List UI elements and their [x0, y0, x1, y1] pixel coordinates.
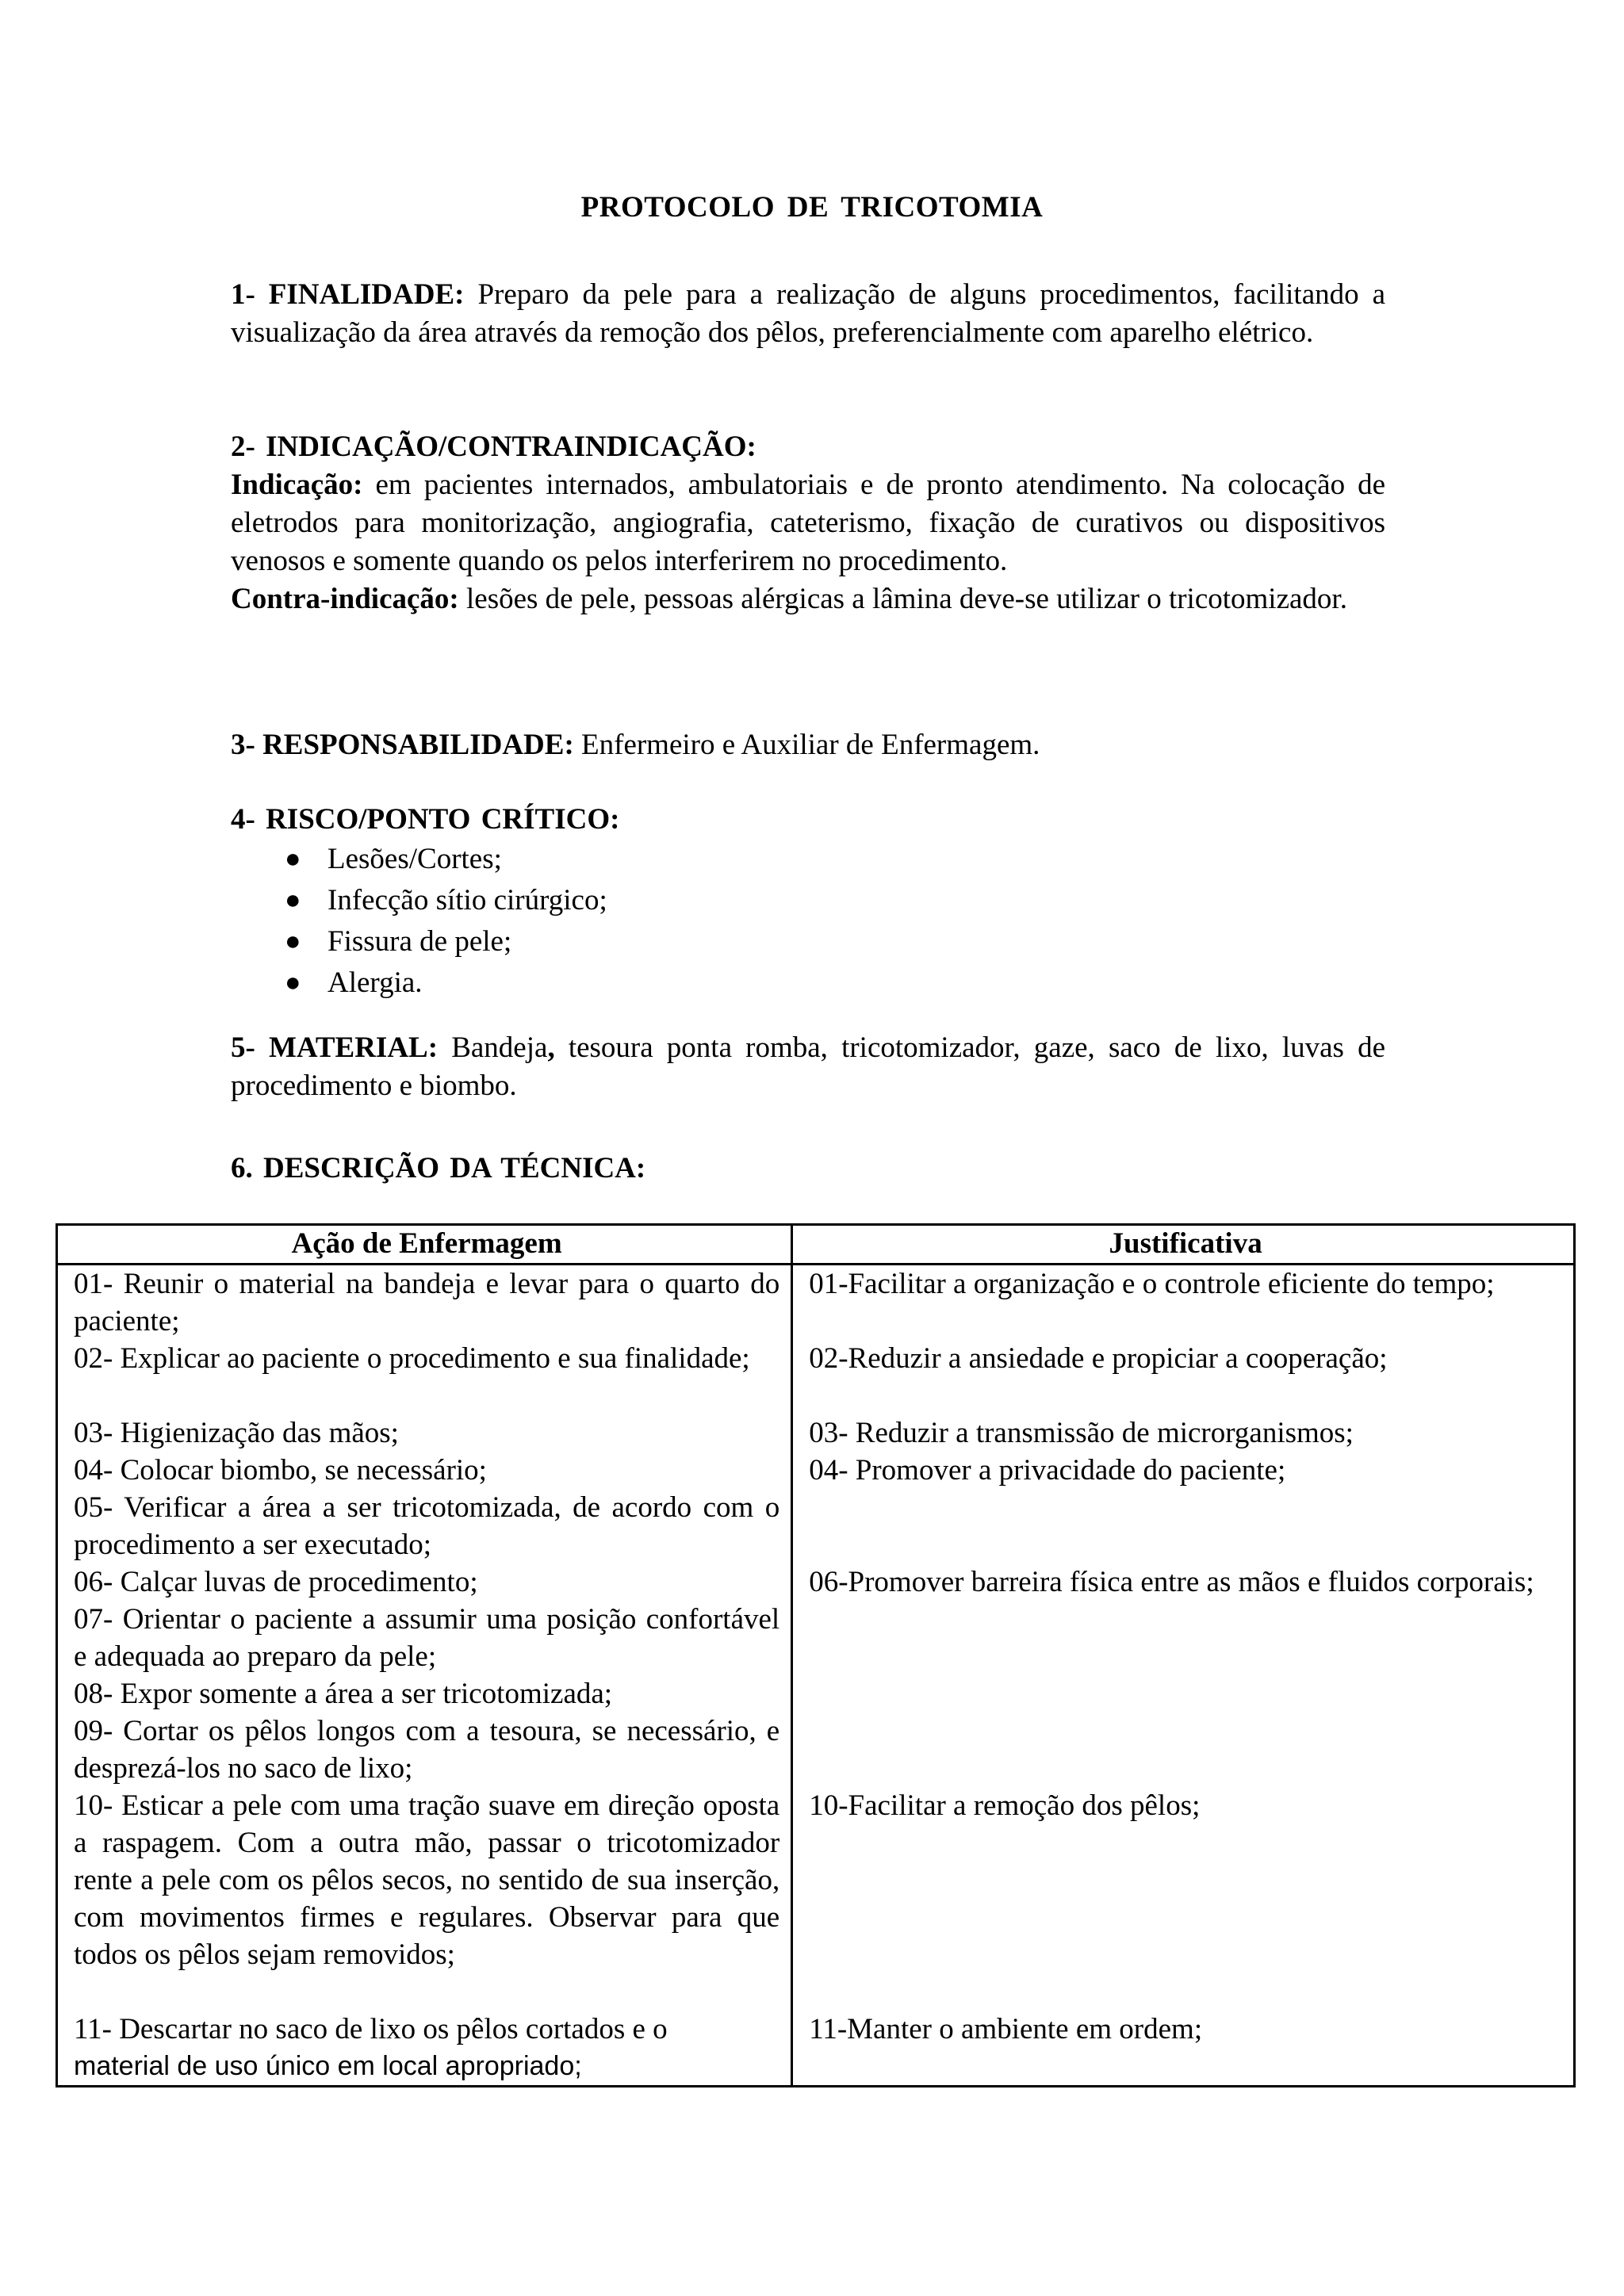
material-comma: ,	[547, 1031, 555, 1064]
section-tecnica	[231, 1150, 1385, 1188]
bullet-icon: ●	[285, 927, 301, 956]
acao-step-02: 02- Explicar ao paciente o procedimento e sua finalidade;	[74, 1342, 750, 1375]
justificativa-cell	[792, 1265, 1575, 2087]
just-step-09	[809, 1712, 1562, 1787]
list-item: ● Alergia.	[231, 962, 1385, 1004]
finalidade-text: Preparo da pele para a realização de alguns procedimentos, facilitando a visualização da área através da remoção dos pêlos, preferencialmente com aparelho elétrico.	[231, 278, 1386, 349]
table-header-row	[57, 1225, 1575, 1265]
responsabilidade-heading: 3- RESPONSABILIDADE:	[231, 729, 574, 761]
bullet-icon: ●	[285, 886, 301, 915]
material-heading: 5- MATERIAL:	[231, 1031, 439, 1064]
acao-step-10: 10- Esticar a pele com uma tração suave em direção oposta a raspagem. Com a outra mão, passar o tricotomizador rente a pele com os pêlos secos, no sentido de sua inserção, com movimentos firmes e regulares. Observar para que todos os pêlos sejam removidos;	[74, 1789, 780, 1971]
document-title: PROTOCOLO DE TRICOTOMIA	[580, 191, 1044, 224]
just-step-04: 04- Promover a privacidade do paciente;	[809, 1454, 1286, 1487]
acao-step-06: 06- Calçar luvas de procedimento;	[74, 1566, 478, 1598]
bullet-icon: ●	[285, 968, 301, 997]
just-step-06: 06-Promover barreira física entre as mãos e fluidos corporais;	[809, 1566, 1534, 1598]
section-indicacao	[231, 428, 1385, 618]
column-header-acao: Ação de Enfermagem	[57, 1225, 792, 1265]
just-step-02: 02-Reduzir a ansiedade e propiciar a cooperação;	[809, 1342, 1388, 1375]
material-text-2: tesoura ponta romba, tricotomizador, gaze, saco de lixo, luvas de procedimento e biombo.	[231, 1031, 1385, 1102]
acao-cell	[57, 1265, 792, 2087]
just-step-05	[809, 1489, 1562, 1563]
technique-table	[56, 1223, 1576, 2087]
acao-step-11-line1: 11- Descartar no saco de lixo os pêlos cortados e o	[74, 2013, 668, 2045]
acao-step-07: 07- Orientar o paciente a assumir uma posição confortável e adequada ao preparo da pele;	[74, 1603, 780, 1673]
just-step-08	[809, 1675, 1562, 1712]
acao-step-04: 04- Colocar biombo, se necessário;	[74, 1454, 487, 1487]
just-step-03: 03- Reduzir a transmissão de microrganismos;	[809, 1417, 1354, 1449]
section-responsabilidade	[231, 726, 1385, 764]
finalidade-heading: 1- FINALIDADE:	[231, 278, 465, 311]
just-step-10: 10-Facilitar a remoção dos pêlos;	[809, 1789, 1201, 1822]
list-item: ● Fissura de pele;	[231, 921, 1385, 962]
table-row	[57, 1265, 1575, 2087]
acao-step-03: 03- Higienização das mãos;	[74, 1417, 399, 1449]
indicacao-heading: 2- INDICAÇÃO/CONTRAINDICAÇÃO:	[231, 430, 756, 463]
just-step-11: 11-Manter o ambiente em ordem;	[809, 2013, 1203, 2045]
just-step-07	[809, 1601, 1562, 1675]
risco-heading: 4- RISCO/PONTO CRÍTICO:	[231, 803, 620, 836]
column-header-justificativa: Justificativa	[792, 1225, 1575, 1265]
acao-step-11	[74, 2011, 779, 2085]
section-material	[231, 1029, 1385, 1105]
section-risco	[231, 801, 1385, 1004]
indicacao-label: Indicação:	[231, 469, 363, 501]
indicacao-paragraph	[231, 466, 1385, 580]
tecnica-heading: 6. DESCRIÇÃO DA TÉCNICA:	[231, 1152, 646, 1184]
bullet-icon: ●	[285, 844, 301, 874]
acao-step-09: 09- Cortar os pêlos longos com a tesoura, se necessário, e desprezá-los no saco de lixo;	[74, 1715, 780, 1785]
section-finalidade	[231, 276, 1385, 352]
list-item: ● Lesões/Cortes;	[231, 839, 1385, 880]
acao-step-01: 01- Reunir o material na bandeja e levar para o quarto do paciente;	[74, 1268, 780, 1337]
acao-step-08: 08- Expor somente a área a ser tricotomizada;	[74, 1678, 613, 1710]
risco-list	[231, 839, 1385, 1004]
responsabilidade-text: Enfermeiro e Auxiliar de Enfermagem.	[581, 729, 1040, 761]
contraindicacao-label: Contra-indicação:	[231, 583, 459, 615]
list-item: ● Infecção sítio cirúrgico;	[231, 880, 1385, 921]
indicacao-text: em pacientes internados, ambulatoriais e de pronto atendimento. Na colocação de eletrodos para monitorização, angiografia, cateterismo, fixação de curativos ou dispositivos venosos e somente quando os pelos interferirem no procedimento.	[231, 469, 1386, 577]
contraindicacao-text: lesões de pele, pessoas alérgicas a lâmina deve-se utilizar o tricotomizador.	[466, 583, 1347, 615]
material-text-1: Bandeja	[451, 1031, 548, 1064]
contraindicacao-paragraph	[231, 580, 1385, 618]
just-step-01: 01-Facilitar a organização e o controle eficiente do tempo;	[809, 1268, 1495, 1300]
acao-step-11-line2: material de uso único em local apropriado;	[74, 2051, 582, 2081]
acao-step-05: 05- Verificar a área a ser tricotomizada, de acordo com o procedimento a ser executado;	[74, 1491, 780, 1561]
